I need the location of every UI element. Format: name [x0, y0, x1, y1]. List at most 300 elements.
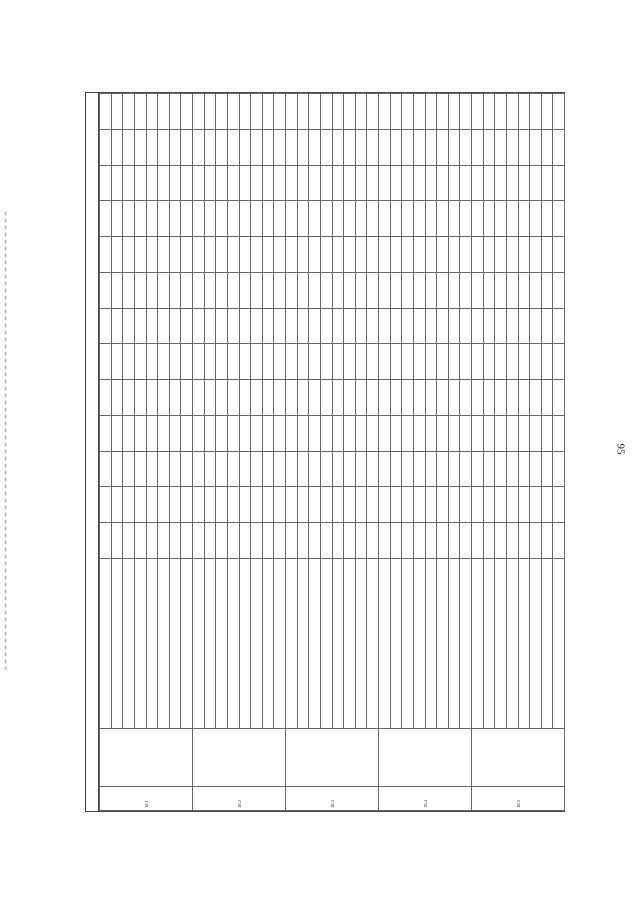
value-cell — [425, 415, 437, 451]
value-cell — [274, 451, 286, 487]
value-cell — [367, 344, 379, 380]
table-row — [320, 94, 332, 811]
value-cell — [158, 308, 170, 344]
value-cell — [425, 523, 437, 559]
value-cell — [506, 415, 518, 451]
value-cell — [123, 487, 135, 523]
value-cell — [169, 451, 181, 487]
value-cell — [193, 129, 205, 165]
value-cell — [332, 129, 344, 165]
value-cell — [251, 94, 263, 130]
value-cell — [123, 451, 135, 487]
value-cell — [413, 344, 425, 380]
value-cell — [320, 272, 332, 308]
value-cell — [297, 523, 309, 559]
value-cell — [146, 523, 158, 559]
value-cell — [332, 94, 344, 130]
value-cell — [483, 308, 495, 344]
value-cell — [495, 272, 507, 308]
value-cell — [146, 201, 158, 237]
value-cell — [448, 165, 460, 201]
value-cell — [460, 451, 472, 487]
row-label — [181, 559, 193, 729]
value-cell — [111, 308, 123, 344]
value-cell — [530, 308, 542, 344]
value-cell — [100, 165, 112, 201]
group-number: 10.1 — [100, 787, 193, 811]
value-cell — [367, 523, 379, 559]
value-cell — [274, 380, 286, 416]
value-cell — [506, 380, 518, 416]
value-cell — [355, 380, 367, 416]
value-cell — [320, 523, 332, 559]
value-cell — [227, 523, 239, 559]
value-cell — [460, 487, 472, 523]
value-cell — [111, 201, 123, 237]
value-cell — [158, 451, 170, 487]
value-cell — [425, 308, 437, 344]
value-cell — [530, 344, 542, 380]
value-cell — [286, 94, 298, 130]
row-label — [146, 559, 158, 729]
value-cell — [553, 523, 565, 559]
group-name — [193, 729, 286, 787]
value-cell — [134, 523, 146, 559]
table-row — [134, 94, 146, 811]
value-cell — [541, 415, 553, 451]
value-cell — [506, 523, 518, 559]
table-row — [146, 94, 158, 811]
value-cell — [227, 272, 239, 308]
table-row — [251, 94, 263, 811]
value-cell — [541, 201, 553, 237]
value-cell — [251, 308, 263, 344]
row-label — [297, 559, 309, 729]
page-number: 95 — [614, 443, 627, 455]
value-cell — [146, 94, 158, 130]
value-cell — [425, 487, 437, 523]
value-cell — [158, 523, 170, 559]
value-cell — [227, 344, 239, 380]
value-cell — [146, 129, 158, 165]
value-cell — [297, 201, 309, 237]
value-cell — [367, 272, 379, 308]
table-row — [204, 94, 216, 811]
value-cell — [530, 451, 542, 487]
value-cell — [297, 344, 309, 380]
row-label — [344, 559, 356, 729]
value-cell — [379, 94, 391, 130]
value-cell — [309, 415, 321, 451]
value-cell — [134, 415, 146, 451]
table-row — [344, 94, 356, 811]
value-cell — [495, 165, 507, 201]
value-cell — [483, 415, 495, 451]
value-cell — [390, 487, 402, 523]
row-label — [251, 559, 263, 729]
value-cell — [495, 129, 507, 165]
value-cell — [158, 129, 170, 165]
value-cell — [204, 272, 216, 308]
value-cell — [506, 165, 518, 201]
row-label — [483, 559, 495, 729]
value-cell — [134, 94, 146, 130]
value-cell — [297, 237, 309, 273]
value-cell — [169, 380, 181, 416]
value-cell — [239, 272, 251, 308]
value-cell — [506, 201, 518, 237]
value-cell — [344, 487, 356, 523]
value-cell — [425, 94, 437, 130]
value-cell — [274, 94, 286, 130]
row-label — [274, 559, 286, 729]
value-cell — [181, 344, 193, 380]
value-cell — [460, 344, 472, 380]
value-cell — [541, 272, 553, 308]
table-row — [425, 94, 437, 811]
value-cell — [553, 165, 565, 201]
value-cell — [390, 237, 402, 273]
table-row — [332, 94, 344, 811]
table-row — [367, 94, 379, 811]
value-cell — [181, 451, 193, 487]
value-cell — [367, 94, 379, 130]
value-cell — [390, 308, 402, 344]
value-cell — [286, 523, 298, 559]
row-label — [204, 559, 216, 729]
table-row — [181, 94, 193, 811]
value-cell — [100, 129, 112, 165]
value-cell — [379, 415, 391, 451]
row-label — [123, 559, 135, 729]
value-cell — [251, 237, 263, 273]
value-cell — [518, 129, 530, 165]
value-cell — [297, 451, 309, 487]
value-cell — [216, 380, 228, 416]
value-cell — [367, 487, 379, 523]
value-cell — [402, 487, 414, 523]
value-cell — [262, 129, 274, 165]
group-number: 10.2 — [193, 787, 286, 811]
value-cell — [344, 201, 356, 237]
value-cell — [320, 380, 332, 416]
value-cell — [460, 237, 472, 273]
value-cell — [274, 165, 286, 201]
value-cell — [448, 308, 460, 344]
value-cell — [530, 129, 542, 165]
value-cell — [379, 380, 391, 416]
value-cell — [390, 523, 402, 559]
value-cell — [111, 487, 123, 523]
value-cell — [495, 523, 507, 559]
value-cell — [134, 237, 146, 273]
value-cell — [204, 344, 216, 380]
value-cell — [553, 451, 565, 487]
value-cell — [227, 201, 239, 237]
value-cell — [425, 451, 437, 487]
value-cell — [413, 272, 425, 308]
value-cell — [216, 451, 228, 487]
value-cell — [309, 308, 321, 344]
value-cell — [483, 523, 495, 559]
value-cell — [169, 344, 181, 380]
value-cell — [495, 308, 507, 344]
value-cell — [146, 165, 158, 201]
value-cell — [262, 237, 274, 273]
value-cell — [355, 165, 367, 201]
value-cell — [262, 308, 274, 344]
value-cell — [553, 380, 565, 416]
value-cell — [274, 415, 286, 451]
value-cell — [344, 380, 356, 416]
value-cell — [169, 201, 181, 237]
group-number: 10.5 — [472, 787, 565, 811]
value-cell — [204, 237, 216, 273]
value-cell — [518, 380, 530, 416]
value-cell — [286, 380, 298, 416]
value-cell — [413, 415, 425, 451]
row-label — [158, 559, 170, 729]
value-cell — [483, 487, 495, 523]
value-cell — [495, 380, 507, 416]
value-cell — [320, 94, 332, 130]
value-cell — [146, 487, 158, 523]
value-cell — [309, 237, 321, 273]
value-cell — [367, 415, 379, 451]
row-label — [367, 559, 379, 729]
row-label — [193, 559, 205, 729]
value-cell — [425, 129, 437, 165]
value-cell — [425, 165, 437, 201]
value-cell — [181, 94, 193, 130]
value-cell — [239, 129, 251, 165]
group-name — [286, 729, 379, 787]
value-cell — [472, 94, 484, 130]
value-cell — [379, 165, 391, 201]
value-cell — [367, 165, 379, 201]
value-cell — [553, 308, 565, 344]
value-cell — [402, 380, 414, 416]
value-cell — [134, 165, 146, 201]
value-cell — [506, 129, 518, 165]
value-cell — [460, 165, 472, 201]
value-cell — [344, 129, 356, 165]
value-cell — [495, 344, 507, 380]
value-cell — [495, 451, 507, 487]
value-cell — [483, 380, 495, 416]
value-cell — [379, 201, 391, 237]
value-cell — [553, 344, 565, 380]
value-cell — [518, 523, 530, 559]
value-cell — [530, 237, 542, 273]
value-cell — [262, 201, 274, 237]
value-cell — [216, 165, 228, 201]
value-cell — [216, 94, 228, 130]
value-cell — [169, 237, 181, 273]
value-cell — [530, 165, 542, 201]
value-cell — [181, 272, 193, 308]
value-cell — [123, 272, 135, 308]
value-cell — [448, 415, 460, 451]
value-cell — [193, 201, 205, 237]
value-cell — [506, 487, 518, 523]
value-cell — [158, 201, 170, 237]
table-row — [460, 94, 472, 811]
value-cell — [472, 523, 484, 559]
table-row — [309, 94, 321, 811]
value-cell — [297, 308, 309, 344]
value-cell — [379, 487, 391, 523]
value-cell — [413, 237, 425, 273]
value-cell — [437, 451, 449, 487]
value-cell — [425, 237, 437, 273]
value-cell — [320, 487, 332, 523]
document-sheet — [85, 92, 565, 812]
value-cell — [100, 94, 112, 130]
value-cell — [251, 451, 263, 487]
value-cell — [448, 344, 460, 380]
value-cell — [193, 94, 205, 130]
value-cell — [239, 344, 251, 380]
value-cell — [239, 523, 251, 559]
value-cell — [448, 272, 460, 308]
value-cell — [332, 380, 344, 416]
value-cell — [286, 272, 298, 308]
value-cell — [286, 129, 298, 165]
value-cell — [355, 308, 367, 344]
value-cell — [553, 94, 565, 130]
value-cell — [193, 451, 205, 487]
value-cell — [262, 344, 274, 380]
value-cell — [332, 415, 344, 451]
value-cell — [553, 415, 565, 451]
value-cell — [530, 272, 542, 308]
value-cell — [239, 451, 251, 487]
value-cell — [402, 308, 414, 344]
value-cell — [286, 451, 298, 487]
value-cell — [274, 237, 286, 273]
value-cell — [123, 201, 135, 237]
value-cell — [227, 94, 239, 130]
value-cell — [402, 201, 414, 237]
value-cell — [193, 165, 205, 201]
value-cell — [448, 451, 460, 487]
row-label — [309, 559, 321, 729]
value-cell — [146, 380, 158, 416]
value-cell — [530, 523, 542, 559]
row-label — [100, 559, 112, 729]
value-cell — [402, 344, 414, 380]
value-cell — [146, 344, 158, 380]
value-cell — [448, 237, 460, 273]
value-cell — [146, 272, 158, 308]
value-cell — [274, 201, 286, 237]
value-cell — [204, 308, 216, 344]
value-cell — [495, 94, 507, 130]
value-cell — [367, 237, 379, 273]
value-cell — [123, 344, 135, 380]
value-cell — [460, 415, 472, 451]
value-cell — [402, 129, 414, 165]
value-cell — [460, 201, 472, 237]
value-cell — [239, 487, 251, 523]
value-cell — [460, 308, 472, 344]
value-cell — [286, 237, 298, 273]
value-cell — [309, 165, 321, 201]
value-cell — [390, 201, 402, 237]
value-cell — [100, 237, 112, 273]
value-cell — [169, 487, 181, 523]
value-cell — [239, 165, 251, 201]
value-cell — [146, 237, 158, 273]
value-cell — [460, 380, 472, 416]
value-cell — [204, 380, 216, 416]
value-cell — [111, 237, 123, 273]
value-cell — [204, 201, 216, 237]
table-row — [530, 94, 542, 811]
value-cell — [483, 237, 495, 273]
value-cell — [181, 129, 193, 165]
value-cell — [437, 129, 449, 165]
value-cell — [437, 523, 449, 559]
value-cell — [123, 380, 135, 416]
value-cell — [483, 94, 495, 130]
value-cell — [483, 129, 495, 165]
value-cell — [472, 272, 484, 308]
value-cell — [181, 201, 193, 237]
value-cell — [262, 523, 274, 559]
value-cell — [227, 165, 239, 201]
value-cell — [239, 380, 251, 416]
value-cell — [181, 487, 193, 523]
value-cell — [123, 415, 135, 451]
table-row — [111, 94, 123, 811]
value-cell — [309, 94, 321, 130]
value-cell — [390, 272, 402, 308]
table-row — [541, 94, 553, 811]
value-cell — [123, 237, 135, 273]
value-cell — [437, 272, 449, 308]
group-name — [379, 729, 472, 787]
table-row — [158, 94, 170, 811]
row-label — [530, 559, 542, 729]
row-label — [425, 559, 437, 729]
value-cell — [355, 344, 367, 380]
value-cell — [204, 165, 216, 201]
value-cell — [274, 344, 286, 380]
value-cell — [332, 201, 344, 237]
value-cell — [402, 451, 414, 487]
value-cell — [309, 344, 321, 380]
value-cell — [495, 237, 507, 273]
value-cell — [169, 308, 181, 344]
value-cell — [518, 344, 530, 380]
value-cell — [123, 165, 135, 201]
value-cell — [425, 201, 437, 237]
value-cell — [530, 380, 542, 416]
value-cell — [379, 129, 391, 165]
value-cell — [204, 94, 216, 130]
value-cell — [297, 129, 309, 165]
value-cell — [448, 201, 460, 237]
group-name — [472, 729, 565, 787]
value-cell — [169, 94, 181, 130]
value-cell — [541, 94, 553, 130]
value-cell — [518, 237, 530, 273]
value-cell — [332, 308, 344, 344]
value-cell — [158, 415, 170, 451]
value-cell — [227, 237, 239, 273]
